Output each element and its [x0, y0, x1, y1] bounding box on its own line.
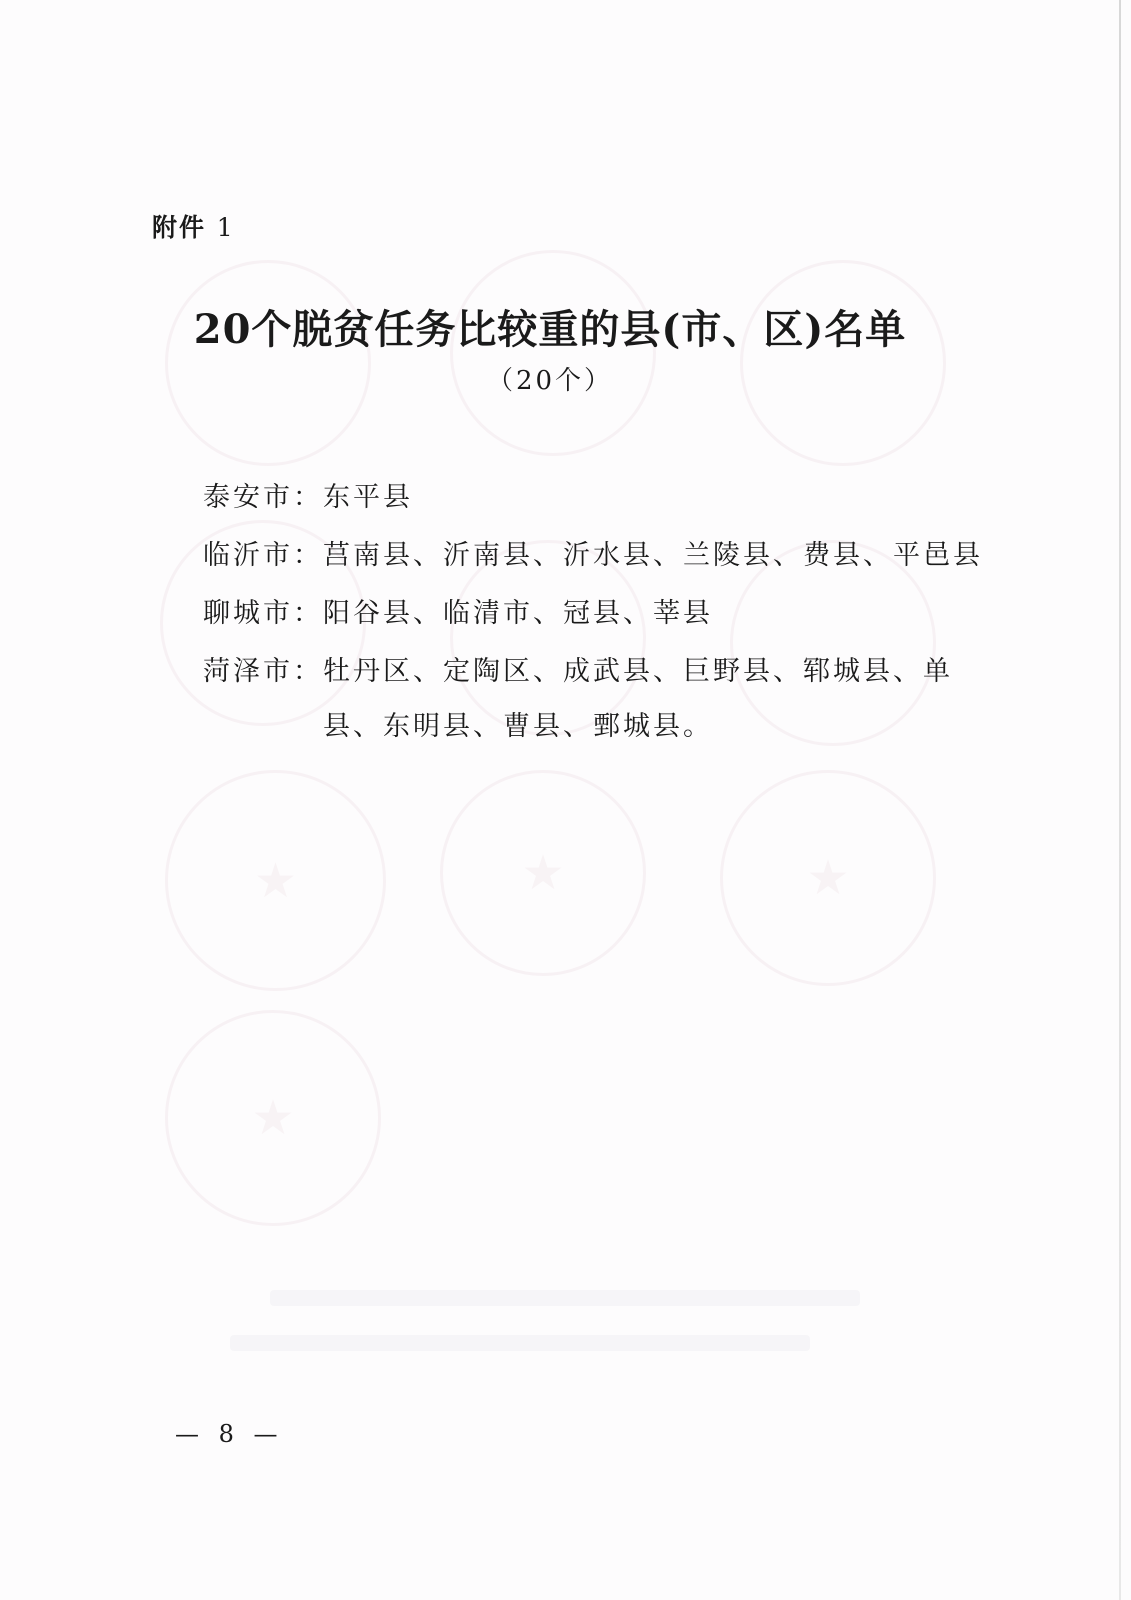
bleed-through-seal [165, 1010, 381, 1226]
county-list [203, 470, 983, 757]
city-name: 聊城市： [203, 598, 323, 629]
county-names: 牡丹区、定陶区、成武县、巨野县、郓城县、单县、东明县、曹县、鄄城县。 [323, 656, 953, 742]
seal-star-icon: ★ [521, 845, 565, 901]
city-name: 泰安市： [203, 482, 323, 513]
bleed-through-seal [720, 770, 936, 986]
document-title: 20个脱贫任务比较重的县(市、区)名单 [193, 306, 907, 353]
seal-star-icon: ★ [253, 852, 298, 909]
city-name: 菏泽市： [203, 656, 323, 687]
county-names: 莒南县、沂南县、沂水县、兰陵县、费县、平邑县 [323, 540, 983, 571]
attachment-label [152, 208, 235, 244]
list-item [203, 528, 983, 583]
scan-edge [1119, 0, 1121, 1600]
seal-star-icon: ★ [806, 850, 850, 906]
list-item [203, 586, 983, 641]
document-subtitle: （20个） [486, 366, 614, 396]
page-number: — 8 — [175, 1420, 284, 1448]
bleed-through-text [230, 1335, 810, 1351]
bleed-through-seal [440, 770, 646, 976]
county-names: 东平县 [323, 482, 413, 513]
bleed-through-seal [165, 770, 386, 991]
city-name: 临沂市： [203, 540, 323, 571]
county-names: 阳谷县、临清市、冠县、莘县 [323, 598, 713, 629]
bleed-through-text [270, 1290, 860, 1306]
attachment-label-text: 附件 [152, 213, 207, 242]
list-item [203, 470, 983, 525]
seal-star-icon: ★ [251, 1090, 295, 1146]
list-item [203, 644, 983, 754]
attachment-number: 1 [216, 213, 235, 242]
